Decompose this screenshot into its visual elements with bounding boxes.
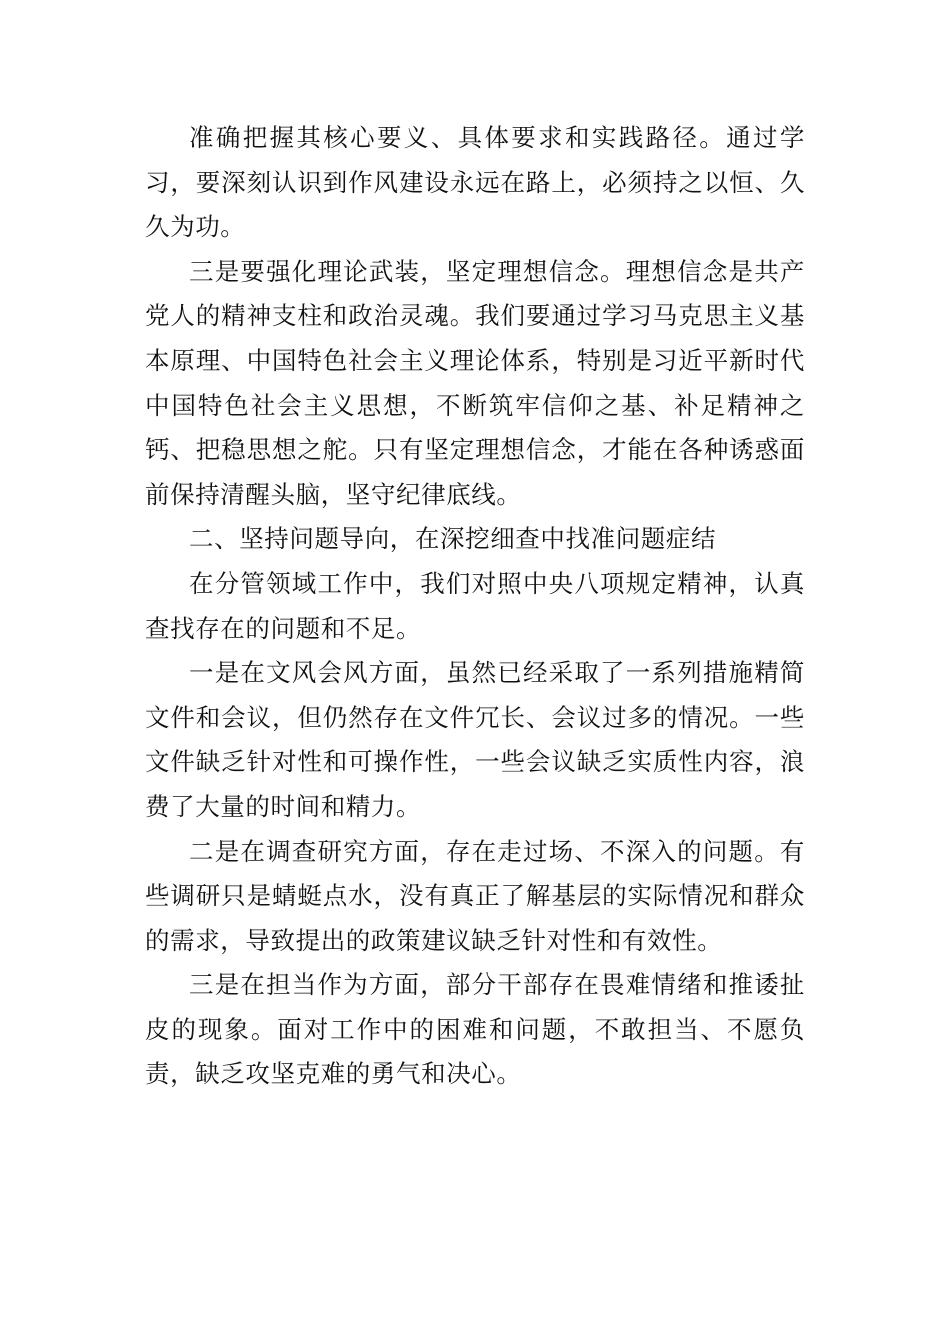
paragraph-investigation-research: 二是在调查研究方面，存在走过场、不深入的问题。有些调研只是蜻蜓点水，没有真正了解基层的实际情况和群众的需求，导致提出的政策建议缺乏针对性和有效性。 xyxy=(145,836,805,955)
paragraph-check-problems: 在分管领域工作中，我们对照中央八项规定精神，认真查找存在的问题和不足。 xyxy=(145,568,805,643)
document-body xyxy=(145,116,805,1097)
paragraph-responsibility: 三是在担当作为方面，部分干部存在畏难情绪和推诿扯皮的现象。面对工作中的困难和问题，不敢担当、不愿负责，缺乏攻坚克难的勇气和决心。 xyxy=(145,970,805,1089)
paragraph-theory-arms: 三是要强化理论武装，坚定理想信念。理想信念是共产党人的精神支柱和政治灵魂。我们要通过学习马克思主义基本原理、中国特色社会主义理论体系，特别是习近平新时代中国特色社会主义思想，不断筑牢信仰之基、补足精神之钙、把稳思想之舵。只有坚定理想信念，才能在各种诱惑面前保持清醒头脑，坚守纪律底线。 xyxy=(145,256,805,509)
section-heading-problem-oriented: 二、坚持问题导向，在深挖细查中找准问题症结 xyxy=(189,524,717,554)
paragraph-study-path: 准确把握其核心要义、具体要求和实践路径。通过学习，要深刻认识到作风建设永远在路上，必须持之以恒、久久为功。 xyxy=(145,123,805,242)
paragraph-documents-meetings: 一是在文风会风方面，虽然已经采取了一系列措施精简文件和会议，但仍然存在文件冗长、会议过多的情况。一些文件缺乏针对性和可操作性，一些会议缺乏实质性内容，浪费了大量的时间和精力。 xyxy=(145,658,805,821)
